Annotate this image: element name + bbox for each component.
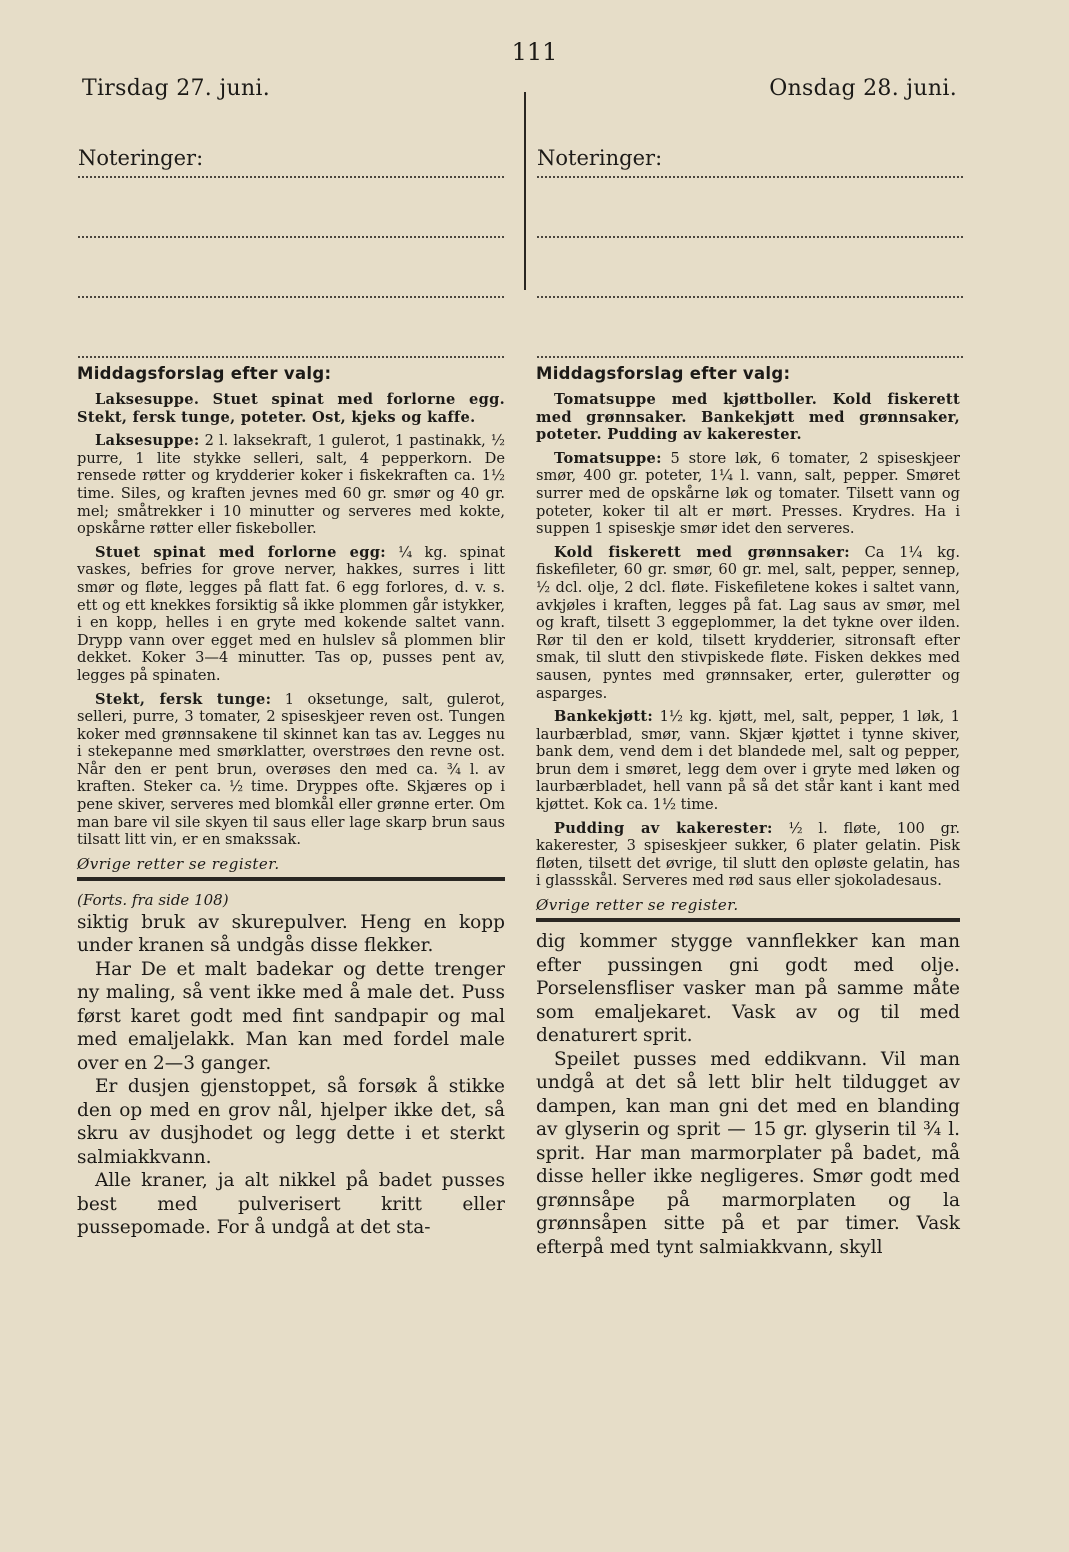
continued-article: siktig bruk av skurepulver. Heng en kopp under kranen så undgås disse flekker. Har De et malt badekar og dette trenger ny maling, så vent ikke med å male det. Puss først karet godt med fint sandpapir og mal med emaljelakk. Man kan med fordel male over en 2—3 ganger. Er dusjen gjenstoppet, så forsøk å stikke den op med en grov nål, hjelper ikke det, så skru av dusjhodet og legg dette i et sterkt salmiakkvann. Alle kraner, ja alt nikkel på badet pusses best med pulverisert kritt eller pussepomade. For å undgå at det sta- xyxy=(77,911,505,1239)
recipe-laksesuppe: Laksesuppe: 2 l. laksekraft, 1 gulerot, 1 pastinakk, ½ purre, 1 lite stykke selleri, salt, 4 pepperkorn. De rensede røtter og krydderier koker i fiskekraften ca. 1½ time. Siles, og kraften jevnes med 60 gr. smør og 40 gr. mel; småtrekker i 10 minutter og serveres med kokte, opskårne røtter eller fiskeboller. xyxy=(77,432,506,538)
section-rule xyxy=(77,877,505,881)
day-header-wednesday: Onsdag 28. juni. xyxy=(769,76,957,101)
other-dishes-note: Øvrige retter se register. xyxy=(77,854,280,873)
recipe-tomatsuppe: Tomatsuppe: 5 store løk, 6 tomater, 2 spiseskjeer smør, 400 gr. poteter, 1¼ l. vann, salt, pepper. Smøret surrer med de opskårne løk og tomater. Tilsett vann og poteter, koker til alt er mørt. Presses. Krydres. Ha i suppen 1 spiseskje smør idet den serveres. xyxy=(536,449,961,538)
notes-line[interactable] xyxy=(537,298,963,358)
day-header-tuesday: Tirsdag 27. juni. xyxy=(82,76,271,101)
recipe-block xyxy=(536,391,960,890)
menu-heading: Middagsforslag efter valg: xyxy=(77,364,332,383)
continued-from-label: (Forts. fra side 108) xyxy=(77,890,229,909)
recipe-pudding: Pudding av kakerester: ½ l. fløte, 100 gr. kakerester, 3 spiseskjeer sukker, 6 plater gelatin. Pisk fløten, tilsett det øvrige, til slutt den opløste gelatin, has i glassskål. Serveres med rød saus eller sjokoladesaus. xyxy=(536,819,960,890)
notes-label: Noteringer: xyxy=(78,146,207,170)
menu-summary: Laksesuppe. Stuet spinat med forlorne egg. Stekt, fersk tunge, poteter. Ost, kjeks og kaffe. xyxy=(77,391,505,426)
notes-line[interactable] xyxy=(537,178,963,238)
column-wednesday xyxy=(536,364,960,1259)
page-number: 111 xyxy=(511,38,558,66)
notes-label: Noteringer: xyxy=(537,146,666,170)
notes-line[interactable] xyxy=(78,298,504,358)
recipe-stekt-tunge: Stekt, fersk tunge: 1 oksetunge, salt, gulerot, selleri, purre, 3 tomater, 2 spiseskjeer reven ost. Tungen koker med grønnsakene til skinnet kan tas av. Legges nu i stekepanne med smørklatter, overstrøes den revne ost. Når den er pent brun, overøses den med ca. ¾ l. av kraften. Steker ca. ½ time. Dryppes ofte. Skjæres op i pene skiver, serveres med blomkål eller grønne erter. Om man bare vil sile skyen til saus eller lage skarp brun saus tilsatt litt vin, er en smakssak. xyxy=(77,690,506,849)
notes-section-left xyxy=(78,146,504,358)
column-divider xyxy=(524,92,526,290)
section-rule xyxy=(536,918,960,922)
column-tuesday xyxy=(77,364,505,1240)
notes-section-right xyxy=(537,146,963,358)
other-dishes-note: Øvrige retter se register. xyxy=(536,896,739,915)
notes-line[interactable] xyxy=(78,238,504,298)
notes-line[interactable] xyxy=(78,178,504,238)
menu-summary: Tomatsuppe med kjøttboller. Kold fiskerett med grønnsaker. Bankekjøtt med grønnsaker, poteter. Pudding av kakerester. xyxy=(536,391,960,444)
recipe-kold-fiskerett: Kold fiskerett med grønnsaker: Ca 1¼ kg. fiskefileter, 60 gr. smør, 60 gr. mel, salt, pepper, sennep, ½ dcl. olje, 2 dcl. fløte. Fiskefiletene kokes i saltet vann, avkjøles i kraften, legges på fat. Lag saus av smør, mel og kraft, tilsett 3 eggeplommer, la det tykne over ilden. Rør til den er kold, tilsett krydderier, sitronsaft efter smak, til slutt den stivpiskede fløte. Fisken dekkes med sausen, pyntes med grønnsaker, erter, gulerøtter og asparges. xyxy=(536,543,961,702)
recipe-block xyxy=(77,391,505,849)
menu-heading: Middagsforslag efter valg: xyxy=(536,364,791,383)
continued-article: dig kommer stygge vannflekker kan man efter pussingen gni godt med olje. Porselensfliser vasker man på samme måte som emaljekaret. Vask av og til med denaturert sprit. Speilet pusses med eddikvann. Vil man undgå at det så lett blir helt tildugget av dampen, kan man gni det med en blanding av glyserin og sprit — 15 gr. glyserin til ¾ l. sprit. Har man marmorplater på badet, må disse heller ikke negligeres. Smør godt med grønnsåpe på marmorplaten og la grønnsåpen sitte på et par timer. Vask efterpå med tynt salmiakkvann, skyll xyxy=(536,931,960,1258)
notes-line[interactable] xyxy=(537,238,963,298)
recipe-stuet-spinat: Stuet spinat med forlorne egg: ¼ kg. spinat vaskes, befries for grove nerver, hakkes, surres i litt smør og fløte, legges på flatt fat. 6 egg forlores, d. v. s. ett og ett knekkes forsiktig så ikke plommen går istykker, i en kopp, helles i en gryte med kokende saltet vann. Drypp vann over egget med en hulslev så plommen blir dekket. Koker 3—4 minutter. Tas op, pusses pent av, legges på spinaten. xyxy=(77,543,505,684)
recipe-bankekjott: Bankekjøtt: 1½ kg. kjøtt, mel, salt, pepper, 1 løk, 1 laurbærblad, smør, vann. Skjær kjøttet i tynne skiver, bank dem, vend dem i det blandede mel, salt og pepper, brun dem i smøret, legg dem over i gryte med løken og laurbærbladet, hell vann på så det står kant i kant med kjøttet. Kok ca. 1½ time. xyxy=(536,708,960,814)
